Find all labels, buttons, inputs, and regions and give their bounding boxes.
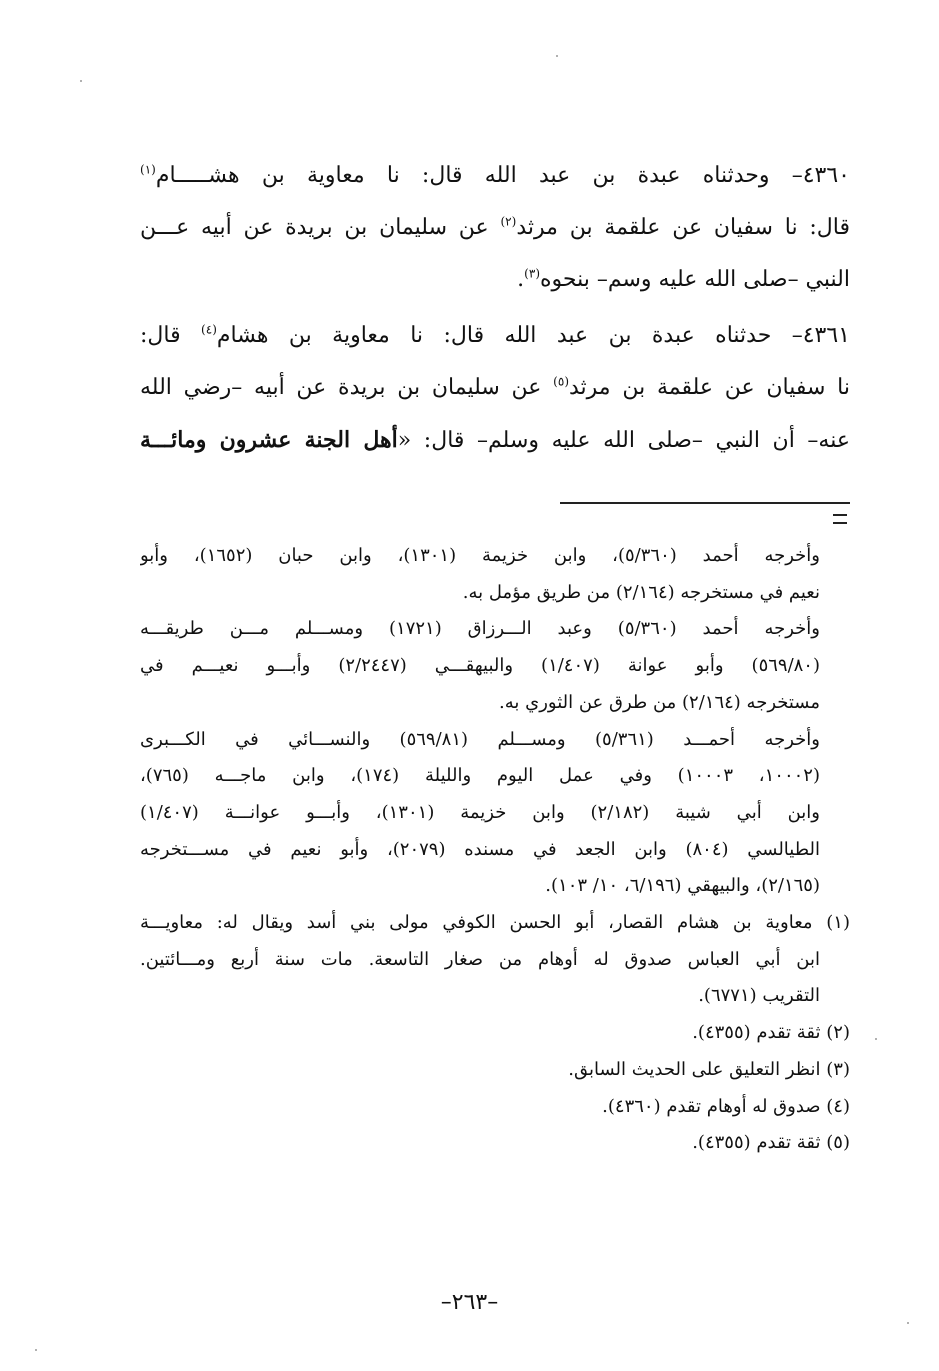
scan-speck <box>35 1349 37 1351</box>
note-line: ابن أبي العباس صدوق له أوهام من صغار التاسعة. مات سنة أربع ومـــائتين. <box>140 948 820 970</box>
note-line: وأخرجه أحمـــد (٥/٣٦١) ومســـلم (٥٦٩/٨١) والنســـائي في الكـــبرى <box>140 728 820 750</box>
note-line: (٢/١٦٥)، والبيهقي (٦/١٩٦، ١٠/ ١٠٣). <box>545 875 820 897</box>
continuation-mark <box>833 514 847 524</box>
footnotes <box>140 538 850 1162</box>
note-line: (٥٦٩/٨٠) وأبو عوانة (١/٤٠٧) والبيهقـــي (٢/٢٤٤٧) وأبـــو نعيـــم في <box>140 655 820 677</box>
text-line: ٤٣٦١– حدثناه عبدة بن عبد الله قال: نا معاوية بن هشام$^{(٤)}$ قال: <box>140 322 850 348</box>
text-line: عنه– أن النبي –صلى الله عليه وسلم– قال: «أهل الجنة عشرون ومائـــة <box>140 427 850 453</box>
footnote-separator <box>560 502 850 504</box>
note-line: (١) معاوية بن هشام القصار، أبو الحسن الكوفي مولى بني أسد ويقال له: معاويـــة <box>140 912 850 934</box>
bold-phrase: أهل الجنة عشرون ومائـــة <box>140 427 398 453</box>
text-line: قال: نا سفيان عن علقمة بن مرثد$^{(٢)}$ عن سليمان بن بريدة عن أبيه عـــن <box>140 214 850 240</box>
note-line: وابن أبي شيبة (٢/١٨٢) وابن خزيمة (١٣٠١)، وأبـــو عوانـــة (١/٤٠٧) <box>140 801 820 823</box>
main-text <box>140 150 850 471</box>
text-line: النبي –صلى الله عليه وسم– بنحوه$^{(٣)}$. <box>517 266 850 292</box>
footnote-3: (٣) انظر التعليق على الحديث السابق. <box>568 1058 850 1080</box>
scan-speck <box>80 80 82 82</box>
text-line: نا سفيان عن علقمة بن مرثد$^{(٥)}$ عن سليمان بن بريدة عن أبيه –رضي الله <box>140 374 850 400</box>
note-line: وأخرجه أحمد (٥/٣٦٠)، وابن خزيمة (١٣٠١)، وابن حبان (١٦٥٢)، وأبو <box>140 545 820 566</box>
footnote-5: (٥) ثقة تقدم (٤٣٥٥). <box>692 1132 850 1154</box>
note-line: الطيالسي (٨٠٤) وابن الجعد في مسنده (٢٠٧٩)، وأبو نعيم في مســـتخرجه <box>140 838 820 860</box>
note-line: (١٠٠٠٢، ١٠٠٠٣) وفي عمل اليوم والليلة (١٧٤)، وابن ماجـــه (٧٦٥)، <box>140 765 820 787</box>
scan-speck <box>556 55 558 57</box>
note-line: نعيم في مستخرجه (٢/١٦٤) من طريق مؤمل به. <box>462 581 820 603</box>
footnote-4: (٤) صدوق له أوهام تقدم (٤٣٦٠). <box>602 1095 850 1117</box>
scan-speck <box>875 1038 877 1040</box>
note-line: التقريب (٦٧٧١). <box>698 985 820 1007</box>
continued-footnote <box>140 538 850 905</box>
footnote-1 <box>140 905 850 1015</box>
note-line: مستخرجه (٢/١٦٤) من طرق عن الثوري به. <box>499 691 820 713</box>
footnote-2: (٢) ثقة تقدم (٤٣٥٥). <box>692 1022 850 1044</box>
page-number: –٢٦٣– <box>440 1290 499 1315</box>
text-line: ٤٣٦٠– وحدثناه عبدة بن عبد الله قال: نا معاوية بن هشـــــام$^{(١)}$ <box>140 162 850 188</box>
hadith-4361 <box>140 310 850 467</box>
hadith-4360 <box>140 150 850 306</box>
scan-speck <box>907 1322 909 1324</box>
note-line: وأخرجه أحمد (٥/٣٦٠) وعبد الـــرزاق (١٧٢١) ومســـلم مـــن طريقـــه <box>140 618 820 640</box>
